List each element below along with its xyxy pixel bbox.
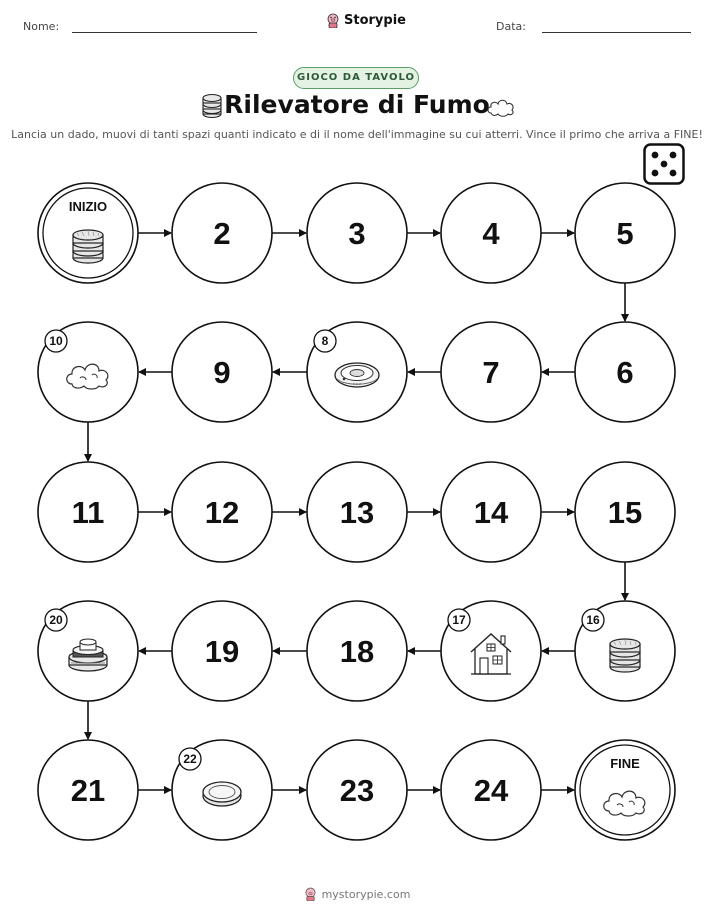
board-space-11 xyxy=(38,462,138,562)
board-space-22 xyxy=(172,740,272,840)
board-space-24 xyxy=(441,740,541,840)
space-number: 19 xyxy=(204,634,240,669)
space-number: 22 xyxy=(183,752,197,766)
coin-icon xyxy=(203,782,241,806)
board-space-1 xyxy=(38,183,138,283)
board-space-12 xyxy=(172,462,272,562)
coin-stack-icon xyxy=(610,639,640,672)
board-space-5 xyxy=(575,183,675,283)
space-number: 9 xyxy=(213,355,231,390)
space-number-badge xyxy=(314,330,336,352)
board-space-19 xyxy=(172,601,272,701)
board-space-17 xyxy=(441,601,541,701)
board-space-14 xyxy=(441,462,541,562)
space-number: 15 xyxy=(607,495,643,530)
space-number: 21 xyxy=(70,773,106,808)
board-space-6 xyxy=(575,322,675,422)
space-circle xyxy=(575,740,675,840)
space-number: 18 xyxy=(339,634,375,669)
pig-mascot-icon xyxy=(304,887,317,901)
space-number: 7 xyxy=(482,355,500,390)
space-number: 13 xyxy=(339,495,375,530)
board-space-8 xyxy=(307,322,407,422)
space-number-badge xyxy=(45,609,67,631)
brand-name: Storypie xyxy=(344,13,406,28)
start-label: INIZIO xyxy=(68,199,108,214)
space-number-badge xyxy=(45,330,67,352)
space-number: 16 xyxy=(586,613,600,627)
board-space-10 xyxy=(38,322,138,422)
board-space-21 xyxy=(38,740,138,840)
board-space-4 xyxy=(441,183,541,283)
board-space-9 xyxy=(172,322,272,422)
space-number: 14 xyxy=(473,495,509,530)
space-number: 24 xyxy=(473,773,509,808)
space-number-badge xyxy=(448,609,470,631)
footer xyxy=(0,887,714,901)
space-number-badge xyxy=(582,609,604,631)
page-title: Rilevatore di Fumo xyxy=(224,90,490,119)
coin-stack-icon xyxy=(73,230,103,263)
space-number: 3 xyxy=(348,216,366,251)
space-number: 17 xyxy=(452,613,466,627)
board-space-25 xyxy=(575,740,675,840)
space-number: 23 xyxy=(339,773,375,808)
space-number: 4 xyxy=(482,216,500,251)
space-number: 12 xyxy=(204,495,240,530)
board-space-16 xyxy=(575,601,675,701)
board-space-15 xyxy=(575,462,675,562)
footer-site[interactable]: mystorypie.com xyxy=(321,887,411,901)
board-space-13 xyxy=(307,462,407,562)
board-space-3 xyxy=(307,183,407,283)
name-label: Nome: xyxy=(23,20,60,33)
board-space-2 xyxy=(172,183,272,283)
space-number: 20 xyxy=(49,613,63,627)
space-number-badge xyxy=(179,748,201,770)
space-number: 6 xyxy=(616,355,634,390)
space-number: 10 xyxy=(49,334,63,348)
game-type-badge: GIOCO DA TAVOLO xyxy=(293,67,419,89)
space-number: 5 xyxy=(616,216,634,251)
instructions: Lancia un dado, muovi di tanti spazi quanti indicato e di il nome dell'immagine su cui atterri. Vince il primo che arriva a FINE! xyxy=(11,128,703,141)
board-space-20 xyxy=(38,601,138,701)
smoke-detector-icon xyxy=(335,363,379,387)
board-space-7 xyxy=(441,322,541,422)
finish-label: FINE xyxy=(610,756,640,771)
board-space-18 xyxy=(307,601,407,701)
board-space-23 xyxy=(307,740,407,840)
space-number: 8 xyxy=(321,334,329,348)
space-number: 11 xyxy=(71,495,105,530)
space-number: 2 xyxy=(213,216,231,251)
board-spaces xyxy=(38,183,675,840)
date-label: Data: xyxy=(496,20,526,33)
